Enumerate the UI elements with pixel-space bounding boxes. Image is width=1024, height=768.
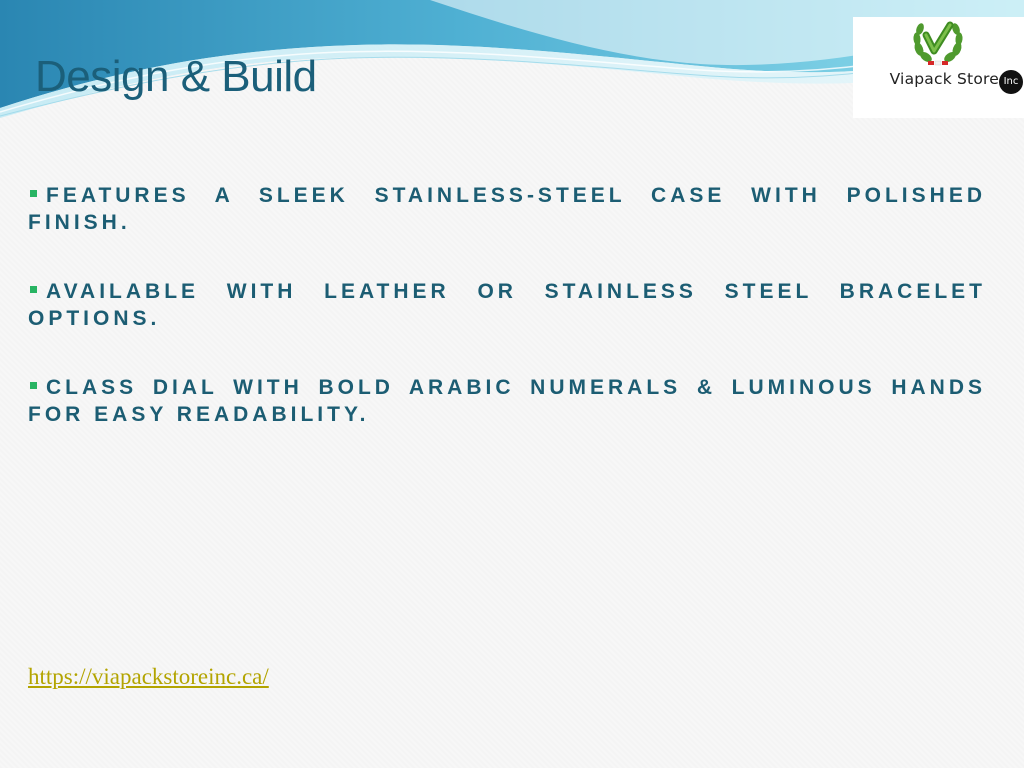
laurel-wreath-checkmark-icon — [910, 19, 966, 69]
slide-title: Design & Build — [35, 52, 317, 101]
bullet-text: FEATURES A SLEEK STAINLESS-STEEL CASE WITH POLISHED FINISH. — [28, 184, 986, 234]
bullet-item — [28, 374, 986, 428]
bullet-square-icon — [30, 382, 37, 389]
bullet-square-icon — [30, 190, 37, 197]
bullet-square-icon — [30, 286, 37, 293]
bullet-text: AVAILABLE WITH LEATHER OR STAINLESS STEEL BRACELET OPTIONS. — [28, 280, 986, 330]
website-link[interactable]: https://viapackstoreinc.ca/ — [28, 664, 269, 689]
feature-bullet-list — [28, 182, 986, 470]
logo-inc-badge: Inc — [999, 70, 1023, 94]
logo-brand-text: Viapack Store — [889, 70, 999, 88]
brand-logo — [853, 17, 1024, 118]
bullet-text: CLASS DIAL WITH BOLD ARABIC NUMERALS & LUMINOUS HANDS FOR EASY READABILITY. — [28, 376, 986, 426]
bullet-item — [28, 182, 986, 236]
bullet-item — [28, 278, 986, 332]
